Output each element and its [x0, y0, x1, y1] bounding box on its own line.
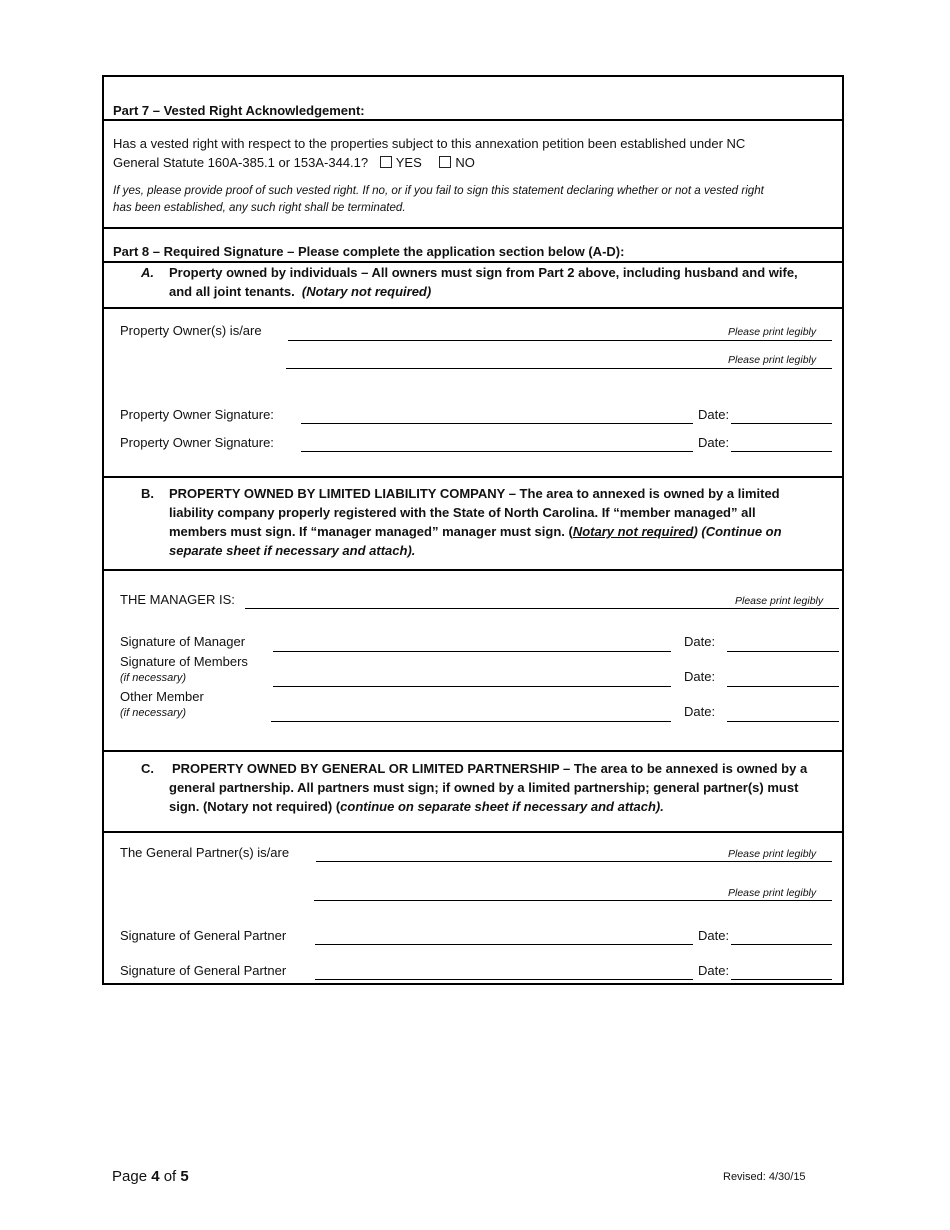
owner-signature-label: Property Owner Signature: — [120, 435, 274, 450]
other-member-signature-line[interactable] — [271, 721, 671, 722]
divider — [104, 119, 842, 121]
section-b-line2: liability company properly registered with the State of North Carolina. If “member managed” all — [169, 505, 756, 520]
manager-date-line[interactable] — [727, 651, 839, 652]
owner-label: Property Owner(s) is/are — [120, 323, 262, 338]
partner-label: The General Partner(s) is/are — [120, 845, 290, 860]
part7-title: Part 7 – Vested Right Acknowledgement: — [113, 103, 365, 118]
owner-date-line-1[interactable] — [731, 423, 832, 424]
section-a-line1: Property owned by individuals – All owners must sign from Part 2 above, including husband and wife, — [169, 265, 798, 280]
page-number — [112, 1168, 189, 1185]
print-hint: Please print legibly — [728, 354, 817, 366]
print-hint: Please print legibly — [728, 848, 817, 860]
manager-label: THE MANAGER IS: — [120, 592, 235, 607]
section-b-line3 — [169, 524, 782, 539]
date-label: Date: — [684, 669, 716, 684]
divider — [104, 307, 842, 309]
divider — [104, 831, 842, 833]
partner-name-line-2[interactable] — [314, 900, 832, 901]
section-a-letter: A. — [141, 265, 154, 280]
part7-question-line2 — [113, 155, 475, 170]
owner-signature-line-2[interactable] — [301, 451, 693, 452]
date-label: Date: — [684, 634, 716, 649]
page-of: of — [159, 1168, 181, 1185]
date-label: Date: — [698, 963, 730, 978]
section-c-letter: C. — [141, 761, 154, 776]
part8-title: Part 8 – Required Signature – Please complete the application section below (A-D): — [113, 244, 625, 259]
section-c-line3 — [169, 799, 664, 814]
print-hint: Please print legibly — [735, 595, 824, 607]
owner-signature-line-1[interactable] — [301, 423, 693, 424]
date-label: Date: — [698, 928, 730, 943]
print-hint: Please print legibly — [728, 326, 817, 338]
date-label: Date: — [698, 407, 730, 422]
section-c-line3-text: sign. (Notary not required) ( — [169, 799, 341, 814]
section-b-letter: B. — [141, 486, 154, 501]
section-c-line1: PROPERTY OWNED BY GENERAL OR LIMITED PARTNERSHIP – The area to be annexed is owned by a — [172, 761, 808, 776]
partner-date-line-2[interactable] — [731, 979, 832, 980]
signature-of-general-partner-label: Signature of General Partner — [120, 963, 287, 978]
signature-of-manager-label: Signature of Manager — [120, 634, 246, 649]
part7-note-line2: has been established, any such right shall be terminated. — [113, 201, 406, 214]
section-c-line2: general partnership. All partners must sign; if owned by a limited partnership; general partner(s) must — [169, 780, 799, 795]
date-label: Date: — [698, 435, 730, 450]
no-checkbox[interactable] — [439, 156, 451, 168]
other-member-label: Other Member — [120, 689, 204, 704]
manager-signature-line[interactable] — [273, 651, 671, 652]
members-signature-line[interactable] — [273, 686, 671, 687]
manager-name-line[interactable] — [245, 608, 839, 609]
owner-name-line-1[interactable] — [288, 340, 832, 341]
owner-signature-label: Property Owner Signature: — [120, 407, 274, 422]
signature-of-general-partner-label: Signature of General Partner — [120, 928, 287, 943]
divider — [104, 750, 842, 752]
if-necessary-note: (if necessary) — [120, 672, 187, 684]
if-necessary-note: (if necessary) — [120, 707, 187, 719]
other-member-date-line[interactable] — [727, 721, 839, 722]
divider — [104, 569, 842, 571]
divider — [104, 476, 842, 478]
yes-checkbox[interactable] — [380, 156, 392, 168]
divider — [104, 261, 842, 263]
section-c-continue: continue on separate sheet if necessary and attach). — [340, 799, 664, 814]
part7-note-line1: If yes, please provide proof of such vested right. If no, or if you fail to sign this statement declaring whether or not a vested right — [113, 184, 764, 197]
partner-signature-line-1[interactable] — [315, 944, 693, 945]
page-current: 4 — [151, 1168, 160, 1185]
signature-of-members-label: Signature of Members — [120, 654, 248, 669]
section-b-line3-text: members must sign. If “manager managed” manager must sign. ( — [169, 524, 573, 539]
part7-question-line1: Has a vested right with respect to the properties subject to this annexation petition been established under NC — [113, 136, 746, 151]
page-prefix: Page — [112, 1168, 152, 1185]
members-date-line[interactable] — [727, 686, 839, 687]
page-total: 5 — [180, 1168, 189, 1185]
partner-name-line-1[interactable] — [316, 861, 832, 862]
section-b-line1: PROPERTY OWNED BY LIMITED LIABILITY COMPANY – The area to annexed is owned by a limited — [169, 486, 780, 501]
partner-date-line-1[interactable] — [731, 944, 832, 945]
partner-signature-line-2[interactable] — [315, 979, 693, 980]
yes-label: YES — [395, 155, 422, 170]
section-a-line2 — [169, 284, 431, 299]
owner-date-line-2[interactable] — [731, 451, 832, 452]
section-b-line4: separate sheet if necessary and attach). — [169, 543, 416, 558]
print-hint: Please print legibly — [728, 887, 817, 899]
no-label: NO — [455, 155, 475, 170]
annexation-form-page — [102, 75, 844, 985]
section-b-notary: Notary not required — [572, 524, 694, 539]
section-a-notary: (Notary not required) — [301, 284, 432, 299]
revised-date: Revised: 4/30/15 — [723, 1171, 806, 1183]
section-b-continue: ) (Continue on — [693, 524, 782, 539]
section-a-line2-text: and all joint tenants. — [169, 284, 295, 299]
divider — [104, 227, 842, 229]
owner-name-line-2[interactable] — [286, 368, 832, 369]
part7-question-text: General Statute 160A-385.1 or 153A-344.1? — [113, 155, 369, 170]
date-label: Date: — [684, 704, 716, 719]
